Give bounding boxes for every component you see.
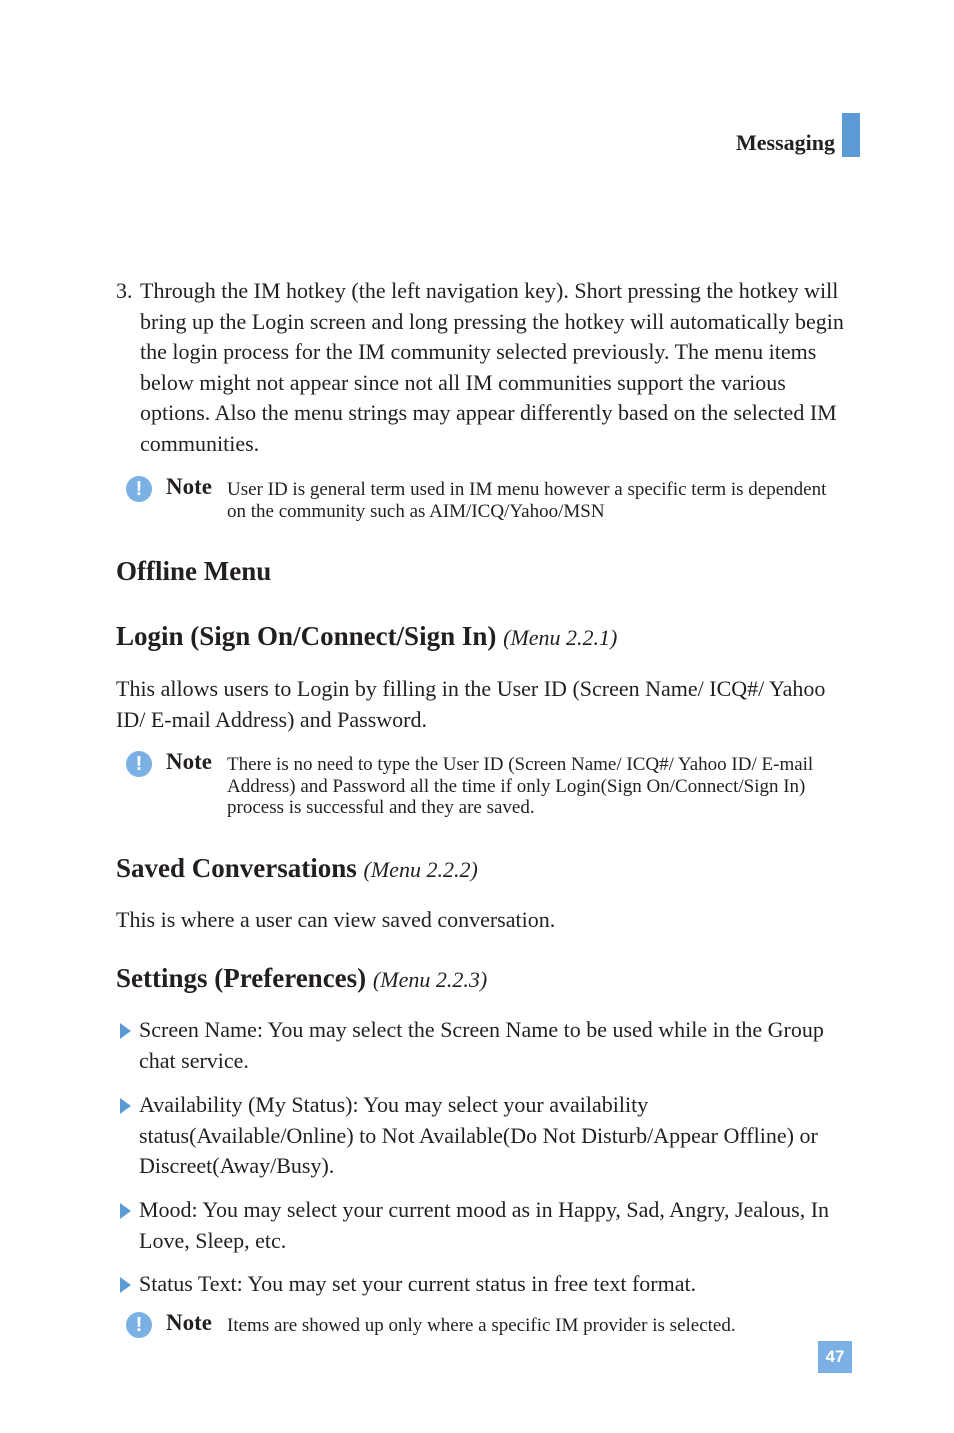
triangle-right-icon [120, 1023, 131, 1039]
note-1 [126, 474, 846, 522]
heading-saved-menu: (Menu 2.2.2) [363, 857, 478, 882]
numbered-item-3 [116, 276, 856, 459]
note-3 [126, 1310, 846, 1337]
note-label: Note [166, 1310, 212, 1335]
login-body: This allows users to Login by filling in the User ID (Screen Name/ ICQ#/ Yahoo ID/ E-mail Address) and Password. [116, 676, 826, 732]
item-text: Through the IM hotkey (the left navigation key). Short pressing the hotkey will bring up the Login screen and long pressing the hotkey will automatically begin the login process for the IM community selected previously. The menu items below might not appear since not all IM communities support the various options. Also the menu strings may appear differently based on the selected IM communities. [140, 278, 844, 456]
note-text: User ID is general term used in IM menu however a specific term is dependent on the community such as AIM/ICQ/Yahoo/MSN [227, 479, 827, 522]
saved-body: This is where a user can view saved conversation. [116, 907, 556, 932]
triangle-right-icon [120, 1098, 131, 1114]
section-title: Messaging [736, 130, 835, 155]
heading-saved-conversations [116, 853, 478, 884]
item-number: 3. [116, 278, 133, 303]
exclamation-icon: ! [126, 1312, 152, 1338]
heading-login [116, 621, 617, 652]
note-label: Note [166, 749, 212, 774]
settings-bullet-screen-name [116, 1015, 851, 1076]
heading-login-menu: (Menu 2.2.1) [503, 625, 618, 650]
settings-bullet-status-text [116, 1269, 851, 1300]
bullet-text: Availability (My Status): You may select your availability status(Available/Online) to Not Available(Do Not Disturb/Appear Offline) or Discreet(Away/Busy). [139, 1092, 818, 1178]
heading-saved-title: Saved Conversations [116, 853, 357, 883]
triangle-right-icon [120, 1203, 131, 1219]
settings-bullet-mood [116, 1195, 851, 1256]
note-text: There is no need to type the User ID (Screen Name/ ICQ#/ Yahoo ID/ E-mail Address) and Password all the time if only Login(Sign On/Connect/Sign In) process is successful and they are saved. [227, 754, 814, 818]
settings-bullet-availability [116, 1090, 851, 1182]
note-label: Note [166, 474, 212, 499]
heading-login-title: Login (Sign On/Connect/Sign In) [116, 621, 497, 651]
exclamation-icon: ! [126, 751, 152, 777]
heading-settings [116, 963, 487, 994]
heading-settings-menu: (Menu 2.2.3) [372, 967, 488, 992]
section-tab-marker [842, 113, 860, 157]
page-number: 47 [818, 1341, 852, 1373]
note-text: Items are showed up only where a specific IM provider is selected. [227, 1315, 736, 1336]
triangle-right-icon [120, 1277, 131, 1293]
note-2 [126, 749, 846, 819]
heading-settings-title: Settings (Preferences) [116, 963, 367, 993]
bullet-text: Mood: You may select your current mood as in Happy, Sad, Angry, Jealous, In Love, Sleep, etc. [139, 1197, 830, 1253]
exclamation-icon: ! [126, 476, 152, 502]
bullet-text: Screen Name: You may select the Screen Name to be used while in the Group chat service. [139, 1017, 824, 1073]
bullet-text: Status Text: You may set your current status in free text format. [139, 1271, 697, 1296]
heading-offline-menu: Offline Menu [116, 556, 272, 586]
